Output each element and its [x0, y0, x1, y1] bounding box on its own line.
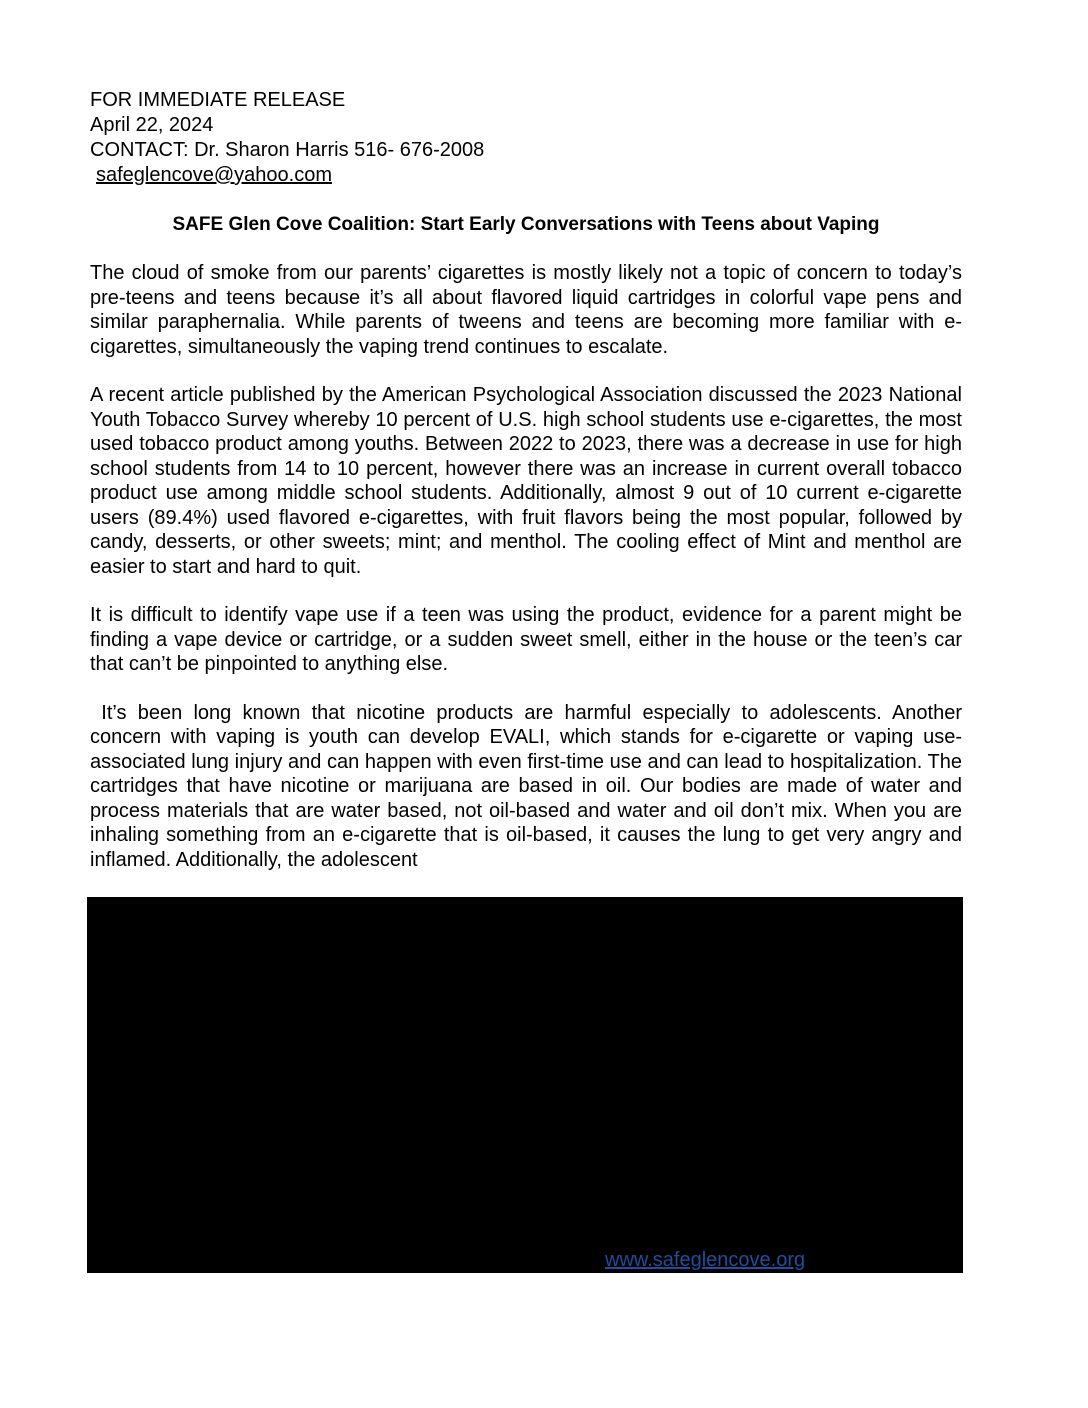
press-release-page: [90, 88, 968, 872]
paragraph-4: It’s been long known that nicotine products are harmful especially to adolescents. Another concern with vaping is youth can develop EVALI, which stands for e-cigarette or vaping use-associated lung injury and can happen with even first-time use and can lead to hospitalization. The cartridges that have nicotine or marijuana are based in oil. Our bodies are made of water and process materials that are water based, not oil-based and water and oil don’t mix. When you are inhaling something from an e-cigarette that is oil-based, it causes the lung to get very angry and inflamed. Additionally, the adolescent: [90, 701, 968, 871]
release-header: [90, 88, 962, 188]
email-line: [90, 163, 962, 188]
paragraph-2: A recent article published by the American Psychological Association discussed the 2023 National Youth Tobacco Survey whereby 10 percent of U.S. high school students use e-cigarettes, the most used tobacco product among youths. Between 2022 to 2023, there was a decrease in use for high school students from 14 to 10 percent, however there was an increase in current overall tobacco product use among middle school students. Additionally, almost 9 out of 10 current e-cigarette users (89.4%) used flavored e-cigarettes, with fruit flavors being the most popular, followed by candy, desserts, or other sweets; mint; and menthol. The cooling effect of Mint and menthol are easier to start and hard to quit.: [90, 384, 962, 578]
email-link[interactable]: safeglencove@yahoo.com: [96, 164, 332, 186]
headline: SAFE Glen Cove Coalition: Start Early Conversations with Teens about Vaping: [172, 214, 880, 235]
website-link[interactable]: www.safeglencove.org: [605, 1249, 806, 1271]
paragraph-1: The cloud of smoke from our parents’ cigarettes is mostly likely not a topic of concern to today’s pre-teens and teens because it’s all about flavored liquid cartridges in colorful vape pens and similar paraphernalia. While parents of tweens and teens are becoming more familiar with e-cigarettes, simultaneously the vaping trend continues to escalate.: [90, 262, 962, 358]
paragraph-3: It is difficult to identify vape use if a teen was using the product, evidence for a parent might be finding a vape device or cartridge, or a sudden sweet smell, either in the house or the teen’s car that can’t be pinpointed to anything else.: [90, 604, 962, 675]
redacted-block: [87, 897, 963, 1273]
release-date: April 22, 2024: [90, 114, 214, 136]
contact-line: CONTACT: Dr. Sharon Harris 516- 676-2008: [90, 139, 485, 161]
release-label: FOR IMMEDIATE RELEASE: [90, 89, 346, 111]
